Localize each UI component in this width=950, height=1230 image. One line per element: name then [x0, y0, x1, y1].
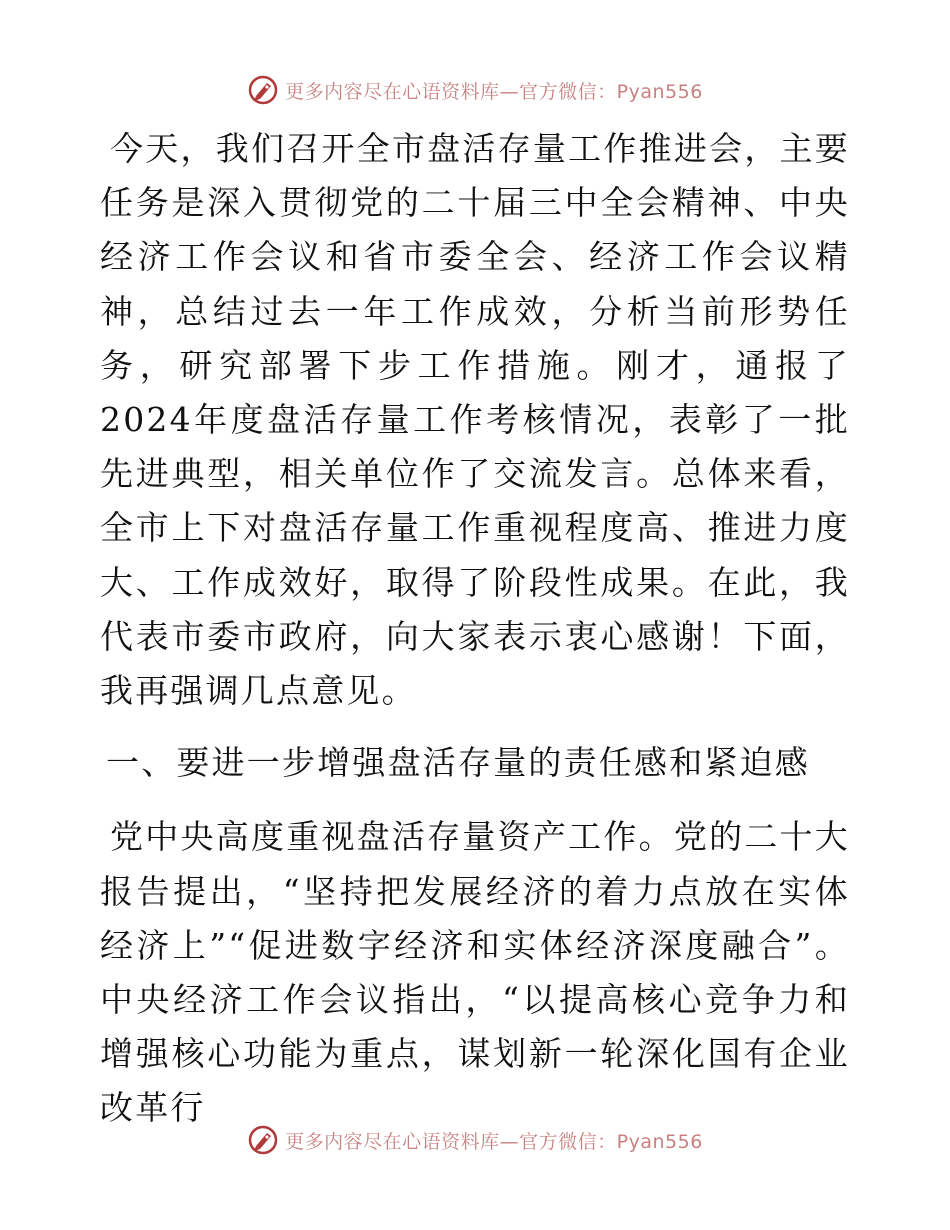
document-body: [100, 122, 850, 1136]
header-watermark: [0, 70, 950, 110]
watermark-text: 更多内容尽在心语资料库—官方微信：Pyan556: [285, 80, 703, 103]
section-heading-1: 一、要进一步增强盘活存量的责任感和紧迫感: [106, 743, 810, 783]
pen-nib-logo-icon: [247, 74, 279, 106]
paragraph-section-1: 党中央高度重视盘活存量资产工作。党的二十大报告提出，“坚持把发展经济的着力点放在实体经济上”“促进数字经济和实体经济深度融合”。中央经济工作会议指出，“以提高核心竞争力和增强核心功能为重点，谋划新一轮深化国有企业改革行: [100, 817, 850, 1128]
footer-watermark: [0, 1120, 950, 1160]
watermark-text: 更多内容尽在心语资料库—官方微信：Pyan556: [285, 1130, 703, 1153]
paragraph-intro: 今天，我们召开全市盘活存量工作推进会，主要任务是深入贯彻党的二十届三中全会精神、中央经济工作会议和省市委全会、经济工作会议精神，总结过去一年工作成效，分析当前形势任务，研究部署下步工作措施。刚才，通报了2024年度盘活存量工作考核情况，表彰了一批先进典型，相关单位作了交流发言。总体来看，全市上下对盘活存量工作重视程度高、推进力度大、工作成效好，取得了阶段性成果。在此，我代表市委市政府，向大家表示衷心感谢！下面，我再强调几点意见。: [100, 129, 850, 711]
pen-nib-logo-icon: [247, 1124, 279, 1156]
